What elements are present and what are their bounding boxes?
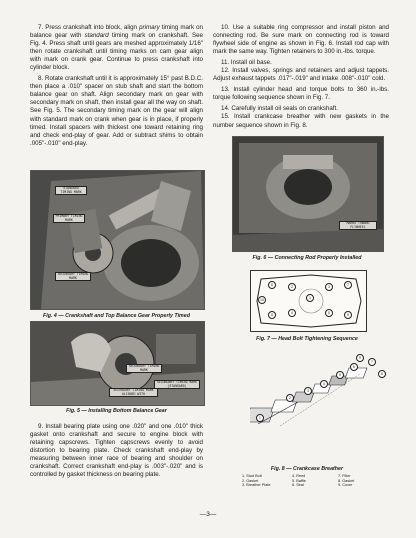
step-12: 12. Install valves, springs and retainers and adjust tappets. Adjust exhaust tappets .017"-.019" and intake .008"-.010" cold. <box>213 67 389 83</box>
fig8-exploded-view <box>250 354 390 438</box>
step-14: 14. Carefully install oil seals on crankshaft. <box>221 105 338 113</box>
fig4-caption: Fig. 4 — Crankshaft and Top Balance Gear Properly Timed <box>43 313 190 319</box>
fig8-part-8: 8 <box>378 370 386 378</box>
legend-seal: 6. Seal <box>292 483 304 488</box>
step-8: 8. Rotate crankshaft until it is approximately 15° past B.D.C. then place a .010" spacer on stub shaft and start the bottom balance gear on shaft. Align secondary mark on gear with secondary mark on shaft, then install gear all the way on shaft. See Fig. 5. The secondary timing mark on the gear will align with standard mark on crank when gear is in place, if properly timed. Install spacers with thickest one toward retaining ring and check end-play of gear. Add or subtract shims to obtain .005"-.010" end-play. <box>30 75 203 147</box>
legend-cover: 9. Cover <box>338 483 353 488</box>
fig7-caption: Fig. 7 — Head Bolt Tightening Sequence <box>256 336 358 342</box>
fig8-part-6: 6 <box>350 363 358 371</box>
fig5-callout-3: SECONDARY TIMING MARK ALIGNED WITH <box>109 388 158 397</box>
fig8-part-5: 5 <box>336 371 344 379</box>
fig4-callout-standard: STANDARD TIMING MARK <box>55 186 87 195</box>
legend-filter: 7. Filter <box>338 474 351 478</box>
head-bolt-2: 2 <box>288 283 296 291</box>
right-column <box>213 24 389 133</box>
head-bolt-4: 4 <box>288 309 296 317</box>
head-bolt-10: 10 <box>260 298 264 302</box>
fig6-photo <box>232 136 384 252</box>
fig8-part-4: 4 <box>320 380 328 388</box>
step-11: 11. Install oil base. <box>221 59 272 67</box>
page-number: —3— <box>199 511 217 518</box>
fig8-part-9: 9 <box>356 354 364 362</box>
fig7-diagram <box>250 270 367 332</box>
head-bolt-6: 6 <box>268 281 276 289</box>
legend-gasket-2: 2. Gasket <box>242 478 259 483</box>
head-bolt-1: 1 <box>306 294 314 302</box>
fig8-part-3: 3 <box>304 387 312 395</box>
left-column <box>30 24 203 151</box>
step-9: 9. Install bearing plate using one .020" and one .010" thick gasket onto crankshaft and secure to engine block with retaining capscrews. Tighten capscrews evenly to avoid distortion to bearing plate. Check crankshaft end-play by measuring between inner race of bearing and shoulder on crankshaft. Correct crankshaft end-play is .003"-.020" and is controlled by gasket thickness on bearing plate. <box>30 423 203 479</box>
legend-baffle: 5. Baffle <box>292 478 306 483</box>
legend-gasket-8: 8. Gasket <box>338 478 355 483</box>
fig4-photo <box>30 170 205 310</box>
fig6-callout: MARKS TOWARD FLYWHEEL <box>339 221 377 230</box>
fig4-callout-primary: PRIMARY TIMING MARK <box>53 214 85 223</box>
legend-stud-bolt: 1. Stud Bolt <box>242 474 262 478</box>
fig8-legend-col-3 <box>338 474 354 488</box>
fig5-caption: Fig. 5 — Installing Bottom Balance Gear <box>66 408 167 414</box>
fig8-diagram <box>250 354 390 438</box>
fig6-illustration <box>233 137 383 251</box>
left-column-bottom <box>30 423 203 479</box>
fig4-callout-secondary: SECONDARY TIMING MARK <box>55 272 91 281</box>
step-13: 13. Install cylinder head and torque bolts to 360 in.-lbs. torque following sequence shown in Fig. 7. <box>213 86 389 102</box>
legend-reed: 4. Reed <box>292 474 306 478</box>
legend-breather-plate: 3. Breather Plate <box>242 483 271 488</box>
fig8-part-1: 1 <box>256 414 264 422</box>
fig8-legend <box>242 474 382 494</box>
fig5-callout-1: SECONDARY TIMING MARK <box>126 364 162 373</box>
head-bolt-3: 3 <box>325 283 333 291</box>
fig8-part-2: 2 <box>286 394 294 402</box>
fig8-caption: Fig. 8 — Crankcase Breather <box>270 466 344 472</box>
fig5-photo <box>30 321 205 406</box>
fig8-part-7: 7 <box>368 358 376 366</box>
step-15: 15. Install crankcase breather with new gaskets in the number sequence shown in Fig. 8. <box>213 113 389 129</box>
head-bolt-9: 9 <box>344 311 352 319</box>
step-7: 7. Press crankshaft into block, align primary timing mark on balance gear with standard timing mark on crankshaft. See Fig. 4. Press shaft until gears are meshed approximately 1/16" then rotate crankshaft until timing marks on cam gear align with mark on crank gear. Continue to press crankshaft into cylinder block. <box>30 24 203 72</box>
step-10: 10. Use a suitable ring compressor and install piston and connecting rod. Be sure mark on connecting rod is toward flywheel side of engine as shown in Fig. 6. Install rod cap with mark the same way. Tighten retainers to 300 in.-lbs. torque. <box>213 24 389 56</box>
fig6-caption: Fig. 6 — Connecting Rod Properly Installed <box>252 255 362 261</box>
head-bolt-7: 7 <box>344 281 352 289</box>
fig5-callout-2: SECONDARY TIMING MARK (STANDARD) <box>154 380 200 389</box>
head-bolt-8: 8 <box>268 311 276 319</box>
fig8-legend-col-1 <box>242 474 271 488</box>
fig8-legend-col-2 <box>292 474 306 488</box>
head-bolt-5: 5 <box>325 309 333 317</box>
